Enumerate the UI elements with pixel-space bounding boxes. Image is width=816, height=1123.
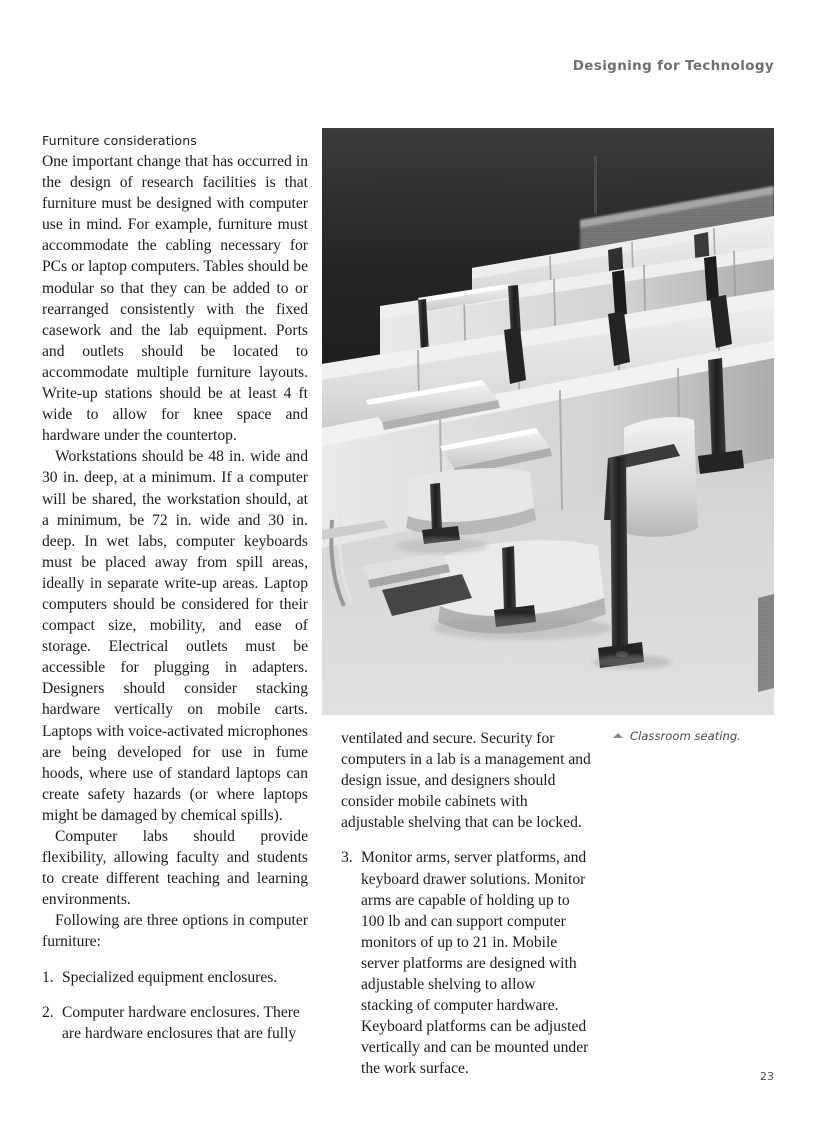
list-marker: 2. <box>42 1003 54 1021</box>
list-item <box>341 847 591 1079</box>
running-head: Designing for Technology <box>572 58 774 74</box>
classroom-seating-illustration <box>322 128 774 715</box>
left-text-column <box>42 133 308 1044</box>
computer-furniture-options-list <box>42 967 308 1044</box>
figure-photo-classroom-seating <box>322 128 774 715</box>
computer-furniture-options-list-continued <box>341 847 591 1079</box>
paragraph-workstations: Workstations should be 48 in. wide and 30 in. deep, at a minimum. If a computer will be shared, the workstation should, at a minimum, be 72 in. wide and 30 in. deep. In wet labs, computer keyboards must be placed away from spill areas, ideally in separate write-up areas. Laptop computers should be considered for their compact size, mobility, and ease of storage. Electrical outlets must be accessible for plugging in adapters. Designers should consider stacking hardware vertically on mobile carts. Laptops with voice-activated microphones are being developed for use in fume hoods, where use of standard laptops can create safety hazards (or where laptops might be damaged by chemical spills). <box>42 448 308 824</box>
paragraph-three-options: Following are three options in computer furniture: <box>42 912 308 951</box>
list-item <box>42 1002 308 1044</box>
list-item-text: Specialized equipment enclosures. <box>62 968 278 986</box>
figure-caption-text: Classroom seating. <box>630 729 741 743</box>
section-heading: Furniture considerations <box>42 133 197 148</box>
paragraph-computer-labs: Computer labs should provide flexibility, allowing faculty and students to create different teaching and learning environments. <box>42 828 308 909</box>
page-number: 23 <box>760 1070 774 1083</box>
right-text-column <box>341 728 591 1080</box>
triangle-up-icon <box>613 733 623 738</box>
list-marker: 3. <box>341 849 353 867</box>
list-item-text: Monitor arms, server platforms, and keyboard drawer solutions. Monitor arms are capable of holding up to 100 lb and can support computer monitors of up to 21 in. Mobile server platforms are designed with adjustable shelving to allow stacking of computer hardware. Keyboard platforms can be adjusted vertically and can be mounted under the work surface. <box>361 849 589 1078</box>
paragraph-furniture-intro: One important change that has occurred in the design of research facilities is that furniture must be designed with computer use in mind. For example, furniture must accommodate the cabling necessary for PCs or laptop computers. Tables should be modular so that they can be added to or rearranged consistently with the fixed casework and the lab equipment. Ports and outlets should be located to accommodate multiple furniture layouts. Write-up stations should be at least 4 ft wide to allow for knee space and hardware under the countertop. <box>42 153 308 445</box>
paragraph-list-continuation: ventilated and secure. Security for computers in a lab is a management and design issue, and designers should consider mobile cabinets with adjustable shelving that can be locked. <box>341 730 591 832</box>
list-item-text: Computer hardware enclosures. There are hardware enclosures that are fully <box>62 1003 300 1042</box>
list-item <box>42 967 308 988</box>
figure-caption <box>613 729 783 744</box>
list-marker: 1. <box>42 968 54 986</box>
